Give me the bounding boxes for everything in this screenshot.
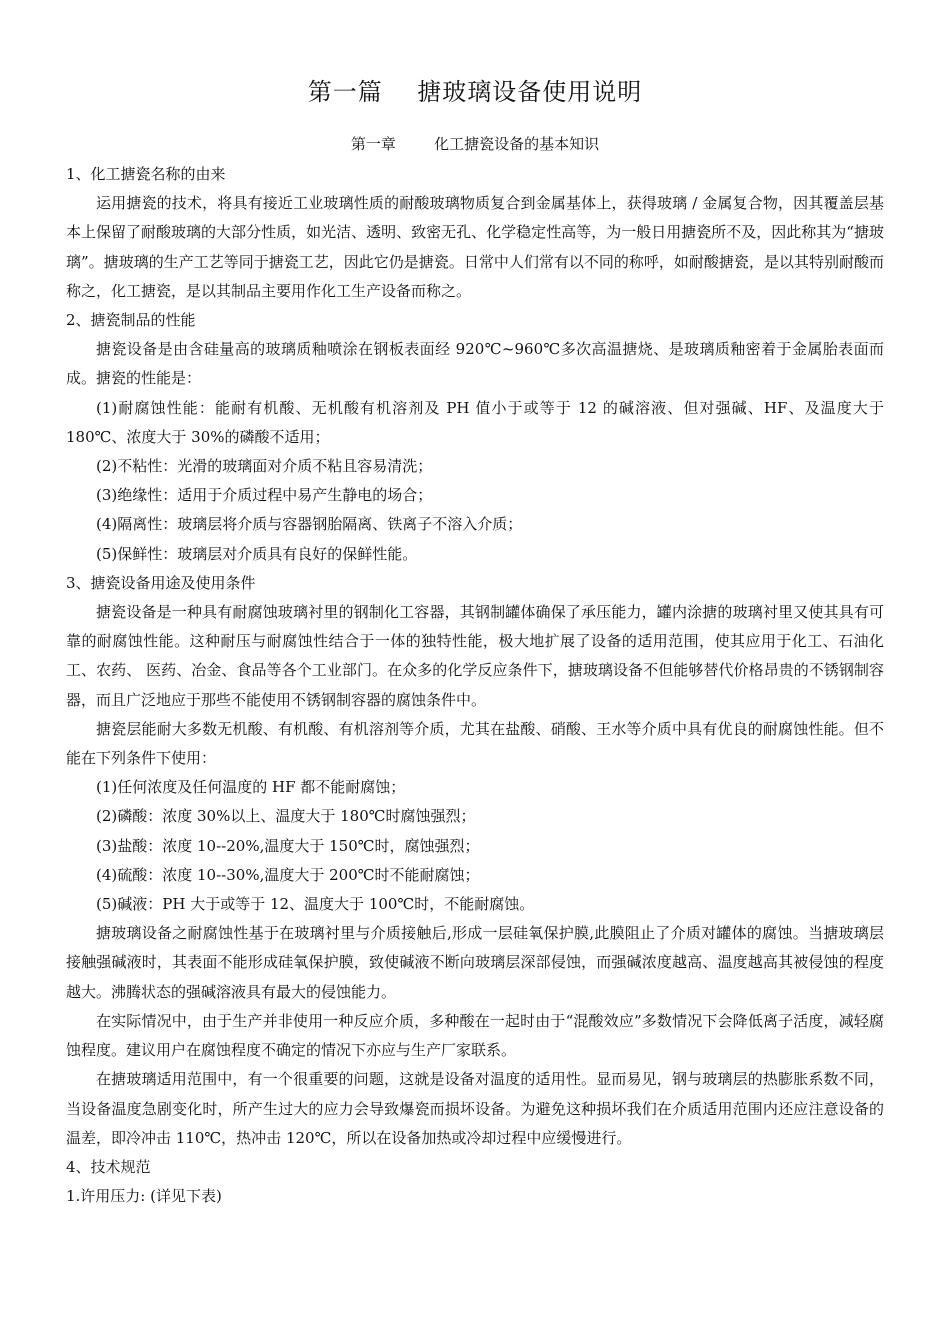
list-item: (5)碱液：PH 大于或等于 12、温度大于 100℃时，不能耐腐蚀。 — [96, 895, 535, 914]
paragraph: 搪玻璃设备之耐腐蚀性基于在玻璃衬里与介质接触后,形成一层硅氧保护膜,此膜阻止了介质对罐体的腐蚀。当搪玻璃层接触强碱液时，其表面不能形成硅氧保护膜，致使碱液不断向玻璃层深部侵蚀，而强碱浓度越高、温度越高其被侵蚀的程度越大。沸腾状态的强碱溶液具有最大的侵蚀能力。 — [66, 924, 884, 1001]
paragraph: 在实际情况中，由于生产并非使用一种反应介质，多种酸在一起时由于“混酸效应”多数情况下会降低离子活度，减轻腐蚀程度。建议用户在腐蚀程度不确定的情况下亦应与生产厂家联系。 — [66, 1011, 884, 1060]
section-heading-3: 3、搪瓷设备用途及使用条件 — [66, 573, 256, 592]
list-item: (3)盐酸：浓度 10--20%,温度大于 150℃时，腐蚀强烈； — [96, 836, 480, 855]
paragraph: 搪瓷设备是一种具有耐腐蚀玻璃衬里的钢制化工容器，其钢制罐体确保了承压能力，罐内涂搪的玻璃衬里又使其具有可靠的耐腐蚀性能。这种耐压与耐腐蚀性结合于一体的独特性能，极大地扩展了设备的适用范围，使其应用于化工、石油化工、农药、 医药、冶金、食品等各个工业部门。在众多的化学反应条件下，搪玻璃设备不但能够替代价格昂贵的不锈钢制容器，而且广泛地应于那些不能使用不锈钢制容器的腐蚀条件中。 — [66, 603, 884, 709]
document-title: 第一篇 搪玻璃设备使用说明 — [307, 78, 643, 106]
paragraph: 运用搪瓷的技术，将具有接近工业玻璃性质的耐酸玻璃物质复合到金属基体上，获得玻璃 / 金属复合物，因其覆盖层基本上保留了耐酸玻璃的大部分性质，如光洁、透明、致密无孔、化学稳定性高等，为一般日用搪瓷所不及，因此称其为“搪玻璃”。搪玻璃的生产工艺等同于搪瓷工艺，因此它仍是搪瓷。日常中人们常有以不同的称呼，如耐酸搪瓷，是以其特别耐酸而称之，化工搪瓷，是以其制品主要用作化工生产设备而称之。 — [66, 194, 884, 300]
section-heading-2: 2、搪瓷制品的性能 — [66, 311, 196, 330]
section-heading-4: 4、技术规范 — [66, 1157, 151, 1176]
list-item: (4)硫酸：浓度 10--30%,温度大于 200℃时不能耐腐蚀； — [96, 865, 480, 884]
list-item: (3)绝缘性：适用于介质过程中易产生静电的场合； — [96, 486, 433, 505]
paragraph: 在搪玻璃适用范围中，有一个很重要的问题，这就是设备对温度的适用性。显而易见，钢与玻璃层的热膨胀系数不同，当设备温度急剧变化时，所产生过大的应力会导致爆瓷而损坏设备。为避免这种损坏我们在介质适用范围内还应注意设备的温差，即冷冲击 110℃，热冲击 120℃，所以在设备加热或冷却过程中应缓慢进行。 — [66, 1070, 884, 1147]
chapter-heading: 第一章 化工搪瓷设备的基本知识 — [350, 135, 600, 153]
list-item: (2)不粘性：光滑的玻璃面对介质不粘且容易清洗； — [96, 457, 433, 476]
list-item: (5)保鲜性：玻璃层对介质具有良好的保鲜性能。 — [96, 544, 418, 563]
list-item: (4)隔离性：玻璃层将介质与容器钢胎隔离、铁离子不溶入介质； — [96, 515, 523, 534]
list-item: (2)磷酸：浓度 30%以上、温度大于 180℃时腐蚀强烈； — [96, 807, 476, 826]
list-item: (1)耐腐蚀性能：能耐有机酸、无机酸有机溶剂及 PH 值小于或等于 12 的碱溶液、但对强碱、HF、及温度大于 180℃、浓度大于 30%的磷酸不适用； — [66, 398, 884, 446]
paragraph: 搪瓷设备是由含硅量高的玻璃质釉喷涂在钢板表面经 920℃~960℃多次高温搪烧、是玻璃质釉密着于金属胎表面而成。搪瓷的性能是： — [66, 340, 884, 388]
subsection-heading: 1.许用压力: (详见下表) — [66, 1187, 222, 1206]
section-heading-1: 1、化工搪瓷名称的由来 — [66, 165, 226, 183]
list-item: (1)任何浓度及任何温度的 HF 都不能耐腐蚀； — [96, 778, 406, 797]
paragraph: 搪瓷层能耐大多数无机酸、有机酸、有机溶剂等介质，尤其在盐酸、硝酸、王水等介质中具有优良的耐腐蚀性能。但不能在下列条件下使用： — [66, 719, 884, 768]
document-body — [66, 160, 884, 1211]
